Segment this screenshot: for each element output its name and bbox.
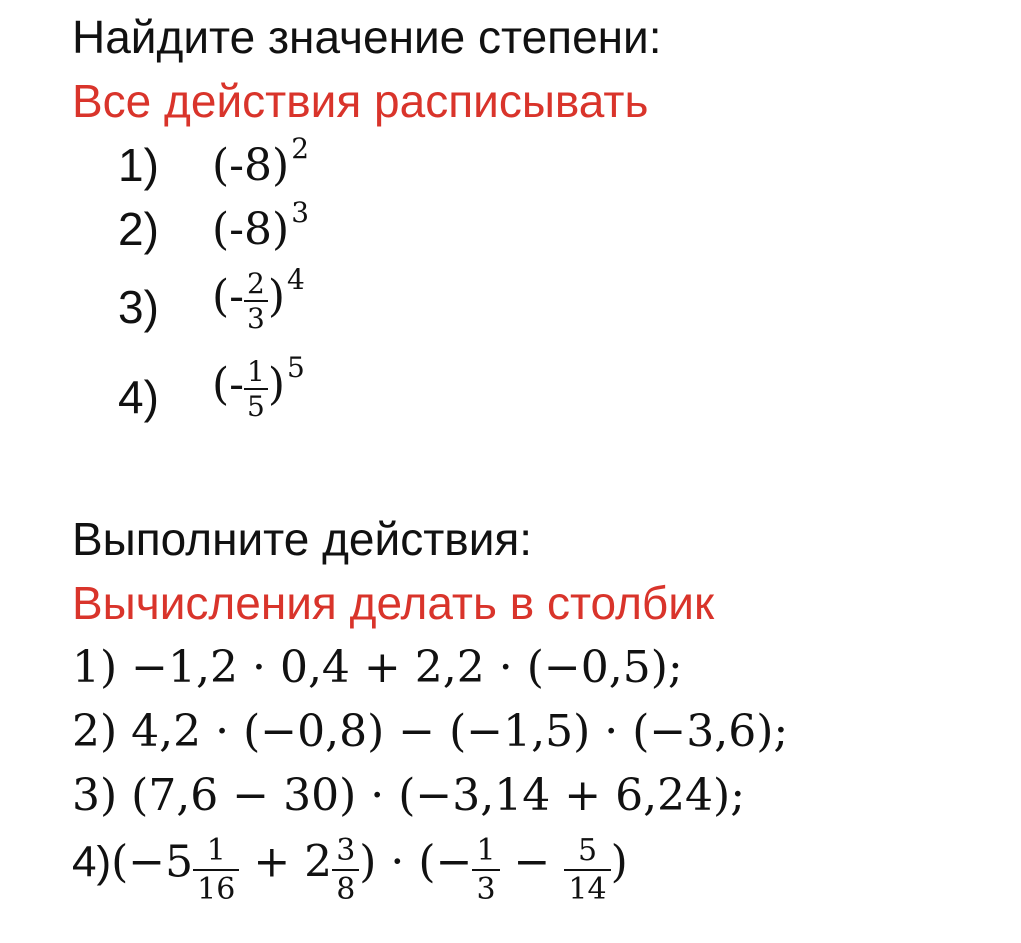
- base-open: (-: [212, 359, 245, 410]
- power-item-number: 3): [118, 281, 159, 333]
- fraction: [244, 267, 268, 335]
- power-item-expression: [212, 132, 310, 191]
- denominator: 3: [244, 300, 268, 333]
- exponent: 3: [291, 196, 310, 229]
- base-open: (-: [212, 271, 245, 322]
- denominator: 14: [564, 869, 610, 905]
- numerator: 3: [336, 833, 356, 868]
- denominator: 8: [332, 869, 359, 905]
- numerator: 1: [206, 833, 226, 868]
- numerator: 1: [247, 355, 265, 388]
- fraction: [472, 833, 499, 907]
- denominator: 3: [472, 869, 499, 905]
- power-item-expression: [212, 196, 310, 255]
- power-item-number: 2): [118, 203, 159, 255]
- exponent: 4: [287, 263, 305, 296]
- numerator: 5: [577, 833, 598, 868]
- power-item-number: 1): [118, 139, 159, 191]
- exercise-item: 2) 4,2 · (−0,8) − (−1,5) · (−3,6);: [72, 706, 789, 757]
- term: ) · (−: [359, 836, 473, 888]
- fraction: [193, 833, 239, 907]
- power-item-expression: [212, 263, 305, 335]
- denominator: 5: [244, 388, 268, 421]
- exponent: 2: [291, 132, 310, 165]
- numerator: 2: [247, 267, 265, 300]
- section2-title: Выполните действия:: [72, 513, 533, 565]
- numerator: 1: [476, 833, 496, 868]
- term: ): [610, 836, 628, 888]
- base-close: ): [267, 271, 286, 322]
- fraction: [564, 833, 610, 907]
- power-item-expression: [212, 351, 305, 423]
- exercise-item: 1) −1,2 · 0,4 + 2,2 · (−0,5);: [72, 642, 683, 693]
- base-close: ): [267, 359, 286, 410]
- base: (-8): [212, 204, 290, 255]
- fraction: [244, 355, 268, 423]
- power-item-number: 4): [118, 371, 159, 423]
- base: (-8): [212, 140, 290, 191]
- exercise-item-fractions: [72, 832, 628, 907]
- exercise-number: 4): [72, 837, 112, 887]
- exponent: 5: [287, 351, 305, 384]
- term: + 2: [239, 836, 333, 888]
- fraction: [332, 833, 359, 907]
- section2-note: Вычисления делать в столбик: [72, 577, 715, 629]
- term: −: [499, 836, 565, 888]
- denominator: 16: [193, 869, 239, 905]
- section1-title: Найдите значение степени:: [72, 11, 662, 63]
- exercise-item: 3) (7,6 − 30) · (−3,14 + 6,24);: [72, 770, 746, 821]
- section1-note: Все действия расписывать: [72, 75, 649, 127]
- term: (−5: [111, 836, 194, 888]
